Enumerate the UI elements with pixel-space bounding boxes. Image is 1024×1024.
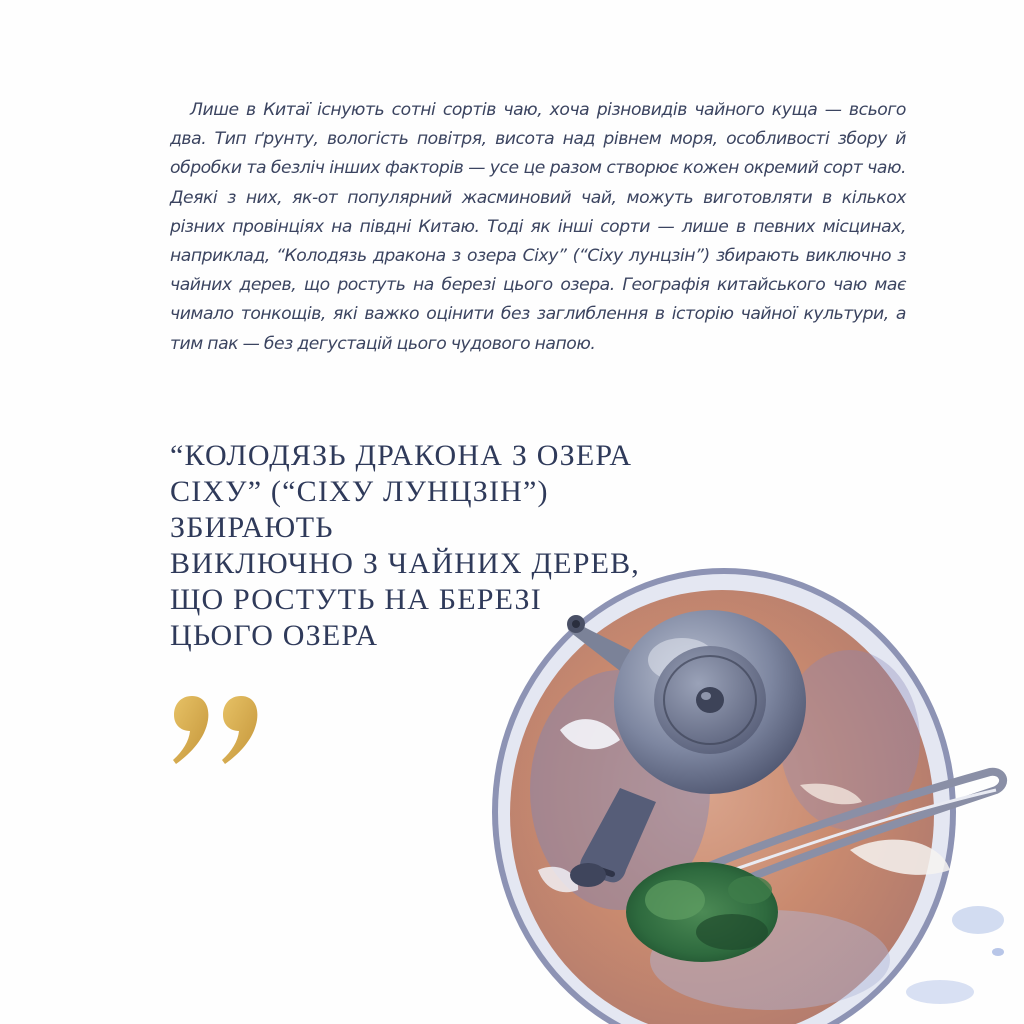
closing-quote-icon: [168, 694, 268, 766]
teapot-on-plate-watercolor-icon: [470, 540, 1024, 1024]
pull-quote: “КОЛОДЯЗЬ ДРАКОНА З ОЗЕРА СІХУ” (“СІХУ ЛУНЦЗІН”) ЗБИРАЮТЬ ВИКЛЮЧНО З ЧАЙНИХ ДЕРЕВ, ЩО РОСТУТЬ НА БЕРЕЗІ ЦЬОГО ОЗЕРА: [170, 439, 641, 652]
body-paragraph: Лише в Китаї існують сотні сортів чаю, хоча різновидів чайного куща — всього два. Тип ґрунту, вологість повітря, висота над рівнем моря, особливості збору й обробки та безліч інших факторів — усе це разом створює кожен окремий сорт чаю. Деякі з них, як-от популярний жасминовий чай, можуть виготовляти в кількох різних провінціях на півдні Китаю. Тоді як інші сорти — лише в певних місцинах, наприклад, “Колодязь дракона з озера Сіху” (“Сіху лунцзін”) збирають виключно з чайних дерев, що ростуть на березі цього озера. Географія китайського чаю має чимало тонкощів, які важко оцінити без заглиблення в історію чайної культури, а тим пак — без дегустацій цього чудового напою.: [170, 100, 906, 354]
